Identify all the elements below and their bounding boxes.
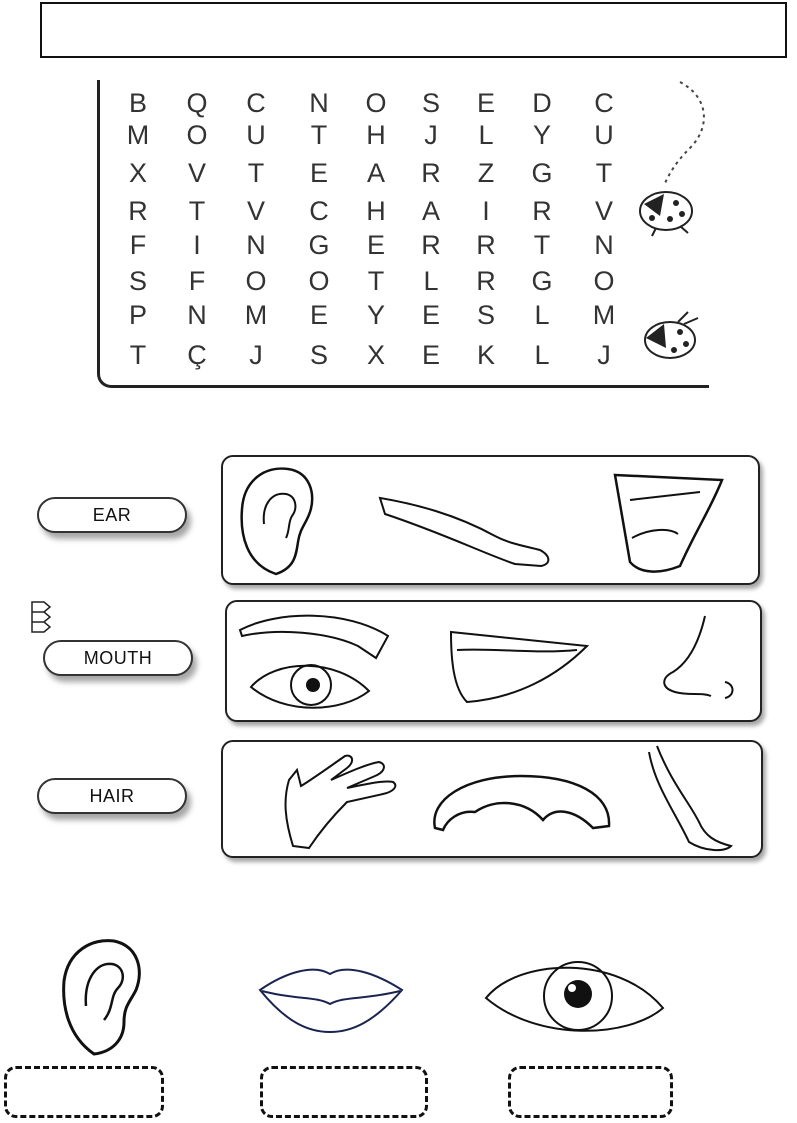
grid-letter[interactable]: X bbox=[366, 340, 385, 370]
grid-letter[interactable]: I bbox=[482, 196, 490, 226]
grid-letter[interactable]: C bbox=[246, 88, 266, 118]
label-mouth-text: MOUTH bbox=[83, 647, 153, 668]
grid-letter[interactable]: H bbox=[366, 120, 386, 150]
label-hair bbox=[37, 778, 187, 814]
crayons-icon bbox=[30, 598, 54, 632]
grid-letter[interactable]: U bbox=[246, 120, 266, 150]
ladybug-icon bbox=[636, 186, 698, 236]
label-ear bbox=[37, 497, 187, 533]
ear-outline-icon bbox=[58, 936, 148, 1056]
grid-letter[interactable]: M bbox=[244, 300, 268, 330]
grid-letter[interactable]: B bbox=[128, 88, 147, 118]
grid-letter[interactable]: S bbox=[421, 88, 440, 118]
grid-letter[interactable]: E bbox=[309, 300, 328, 330]
grid-letter[interactable]: T bbox=[310, 120, 328, 150]
grid-letter[interactable]: A bbox=[421, 196, 440, 226]
grid-letter[interactable]: X bbox=[128, 158, 147, 188]
grid-letter[interactable]: R bbox=[532, 196, 552, 226]
grid-letter[interactable]: H bbox=[366, 196, 386, 226]
grid-letter[interactable]: A bbox=[366, 158, 385, 188]
grid-letter[interactable]: L bbox=[534, 300, 550, 330]
grid-letter[interactable]: J bbox=[249, 340, 263, 370]
grid-letter[interactable]: Y bbox=[366, 300, 385, 330]
grid-letter[interactable]: R bbox=[476, 266, 496, 296]
grid-letter[interactable]: I bbox=[193, 230, 201, 260]
grid-letter[interactable]: N bbox=[187, 300, 207, 330]
eye-outline-icon bbox=[478, 948, 673, 1043]
grid-letter[interactable]: R bbox=[476, 230, 496, 260]
grid-letter[interactable]: O bbox=[365, 88, 387, 118]
grid-letter[interactable]: E bbox=[421, 300, 440, 330]
grid-letter[interactable]: Z bbox=[477, 158, 495, 188]
label-hair-text: HAIR bbox=[89, 785, 135, 806]
grid-letter[interactable]: T bbox=[247, 158, 265, 188]
grid-letter[interactable]: R bbox=[128, 196, 148, 226]
answer-box-mouth[interactable] bbox=[260, 1066, 428, 1118]
grid-letter[interactable]: T bbox=[533, 230, 551, 260]
mouth-icon bbox=[610, 470, 730, 580]
ear-icon bbox=[236, 464, 326, 579]
ladybug-icon bbox=[640, 308, 706, 362]
grid-letter[interactable]: E bbox=[421, 340, 440, 370]
grid-letter[interactable]: V bbox=[594, 196, 613, 226]
grid-letter[interactable]: R bbox=[421, 158, 441, 188]
grid-letter[interactable]: O bbox=[186, 120, 208, 150]
grid-letter[interactable]: F bbox=[129, 230, 147, 260]
grid-letter[interactable]: E bbox=[366, 230, 385, 260]
grid-letter[interactable]: J bbox=[424, 120, 438, 150]
lips-icon bbox=[447, 628, 592, 708]
title-box bbox=[40, 2, 787, 58]
answer-box-eye[interactable] bbox=[508, 1066, 673, 1118]
grid-letter[interactable]: C bbox=[309, 196, 329, 226]
grid-letter[interactable]: C bbox=[594, 88, 614, 118]
dotted-trail-icon bbox=[640, 78, 720, 188]
grid-letter[interactable]: J bbox=[597, 340, 611, 370]
arm-icon bbox=[375, 484, 555, 574]
grid-letter[interactable]: P bbox=[128, 300, 147, 330]
grid-letter[interactable]: L bbox=[423, 266, 439, 296]
grid-letter[interactable]: N bbox=[594, 230, 614, 260]
grid-letter[interactable]: L bbox=[534, 340, 550, 370]
lips-outline-icon bbox=[256, 964, 406, 1034]
grid-letter[interactable]: U bbox=[594, 120, 614, 150]
grid-letter[interactable]: V bbox=[187, 158, 206, 188]
grid-letter[interactable]: M bbox=[592, 300, 616, 330]
grid-letter[interactable]: G bbox=[531, 158, 553, 188]
grid-letter[interactable]: T bbox=[129, 340, 147, 370]
grid-letter[interactable]: V bbox=[246, 196, 265, 226]
grid-letter[interactable]: S bbox=[476, 300, 495, 330]
grid-letter[interactable]: T bbox=[188, 196, 206, 226]
grid-letter[interactable]: R bbox=[421, 230, 441, 260]
grid-letter[interactable]: K bbox=[476, 340, 495, 370]
grid-letter[interactable]: Ç bbox=[187, 340, 207, 370]
grid-letter[interactable]: G bbox=[531, 266, 553, 296]
label-mouth bbox=[43, 640, 193, 676]
hand-icon bbox=[275, 750, 405, 850]
grid-letter[interactable]: O bbox=[245, 266, 267, 296]
eye-icon bbox=[245, 655, 375, 715]
grid-letter[interactable]: E bbox=[476, 88, 495, 118]
hair-icon bbox=[425, 770, 615, 835]
answer-box-ear[interactable] bbox=[4, 1066, 164, 1118]
grid-letter[interactable]: L bbox=[478, 120, 494, 150]
leg-icon bbox=[645, 742, 745, 854]
label-ear-text: EAR bbox=[92, 504, 132, 525]
grid-letter[interactable]: D bbox=[532, 88, 552, 118]
nose-icon bbox=[655, 612, 745, 702]
grid-letter[interactable]: S bbox=[128, 266, 147, 296]
grid-letter[interactable]: G bbox=[308, 230, 330, 260]
grid-letter[interactable]: O bbox=[308, 266, 330, 296]
grid-letter[interactable]: F bbox=[188, 266, 206, 296]
grid-letter[interactable]: N bbox=[246, 230, 266, 260]
grid-letter[interactable]: N bbox=[309, 88, 329, 118]
grid-letter[interactable]: E bbox=[309, 158, 328, 188]
grid-letter[interactable]: O bbox=[593, 266, 615, 296]
grid-letter[interactable]: T bbox=[595, 158, 613, 188]
grid-letter[interactable]: Y bbox=[532, 120, 551, 150]
grid-letter[interactable]: T bbox=[367, 266, 385, 296]
grid-letter[interactable]: Q bbox=[186, 88, 208, 118]
grid-letter[interactable]: S bbox=[309, 340, 328, 370]
grid-letter[interactable]: M bbox=[126, 120, 150, 150]
